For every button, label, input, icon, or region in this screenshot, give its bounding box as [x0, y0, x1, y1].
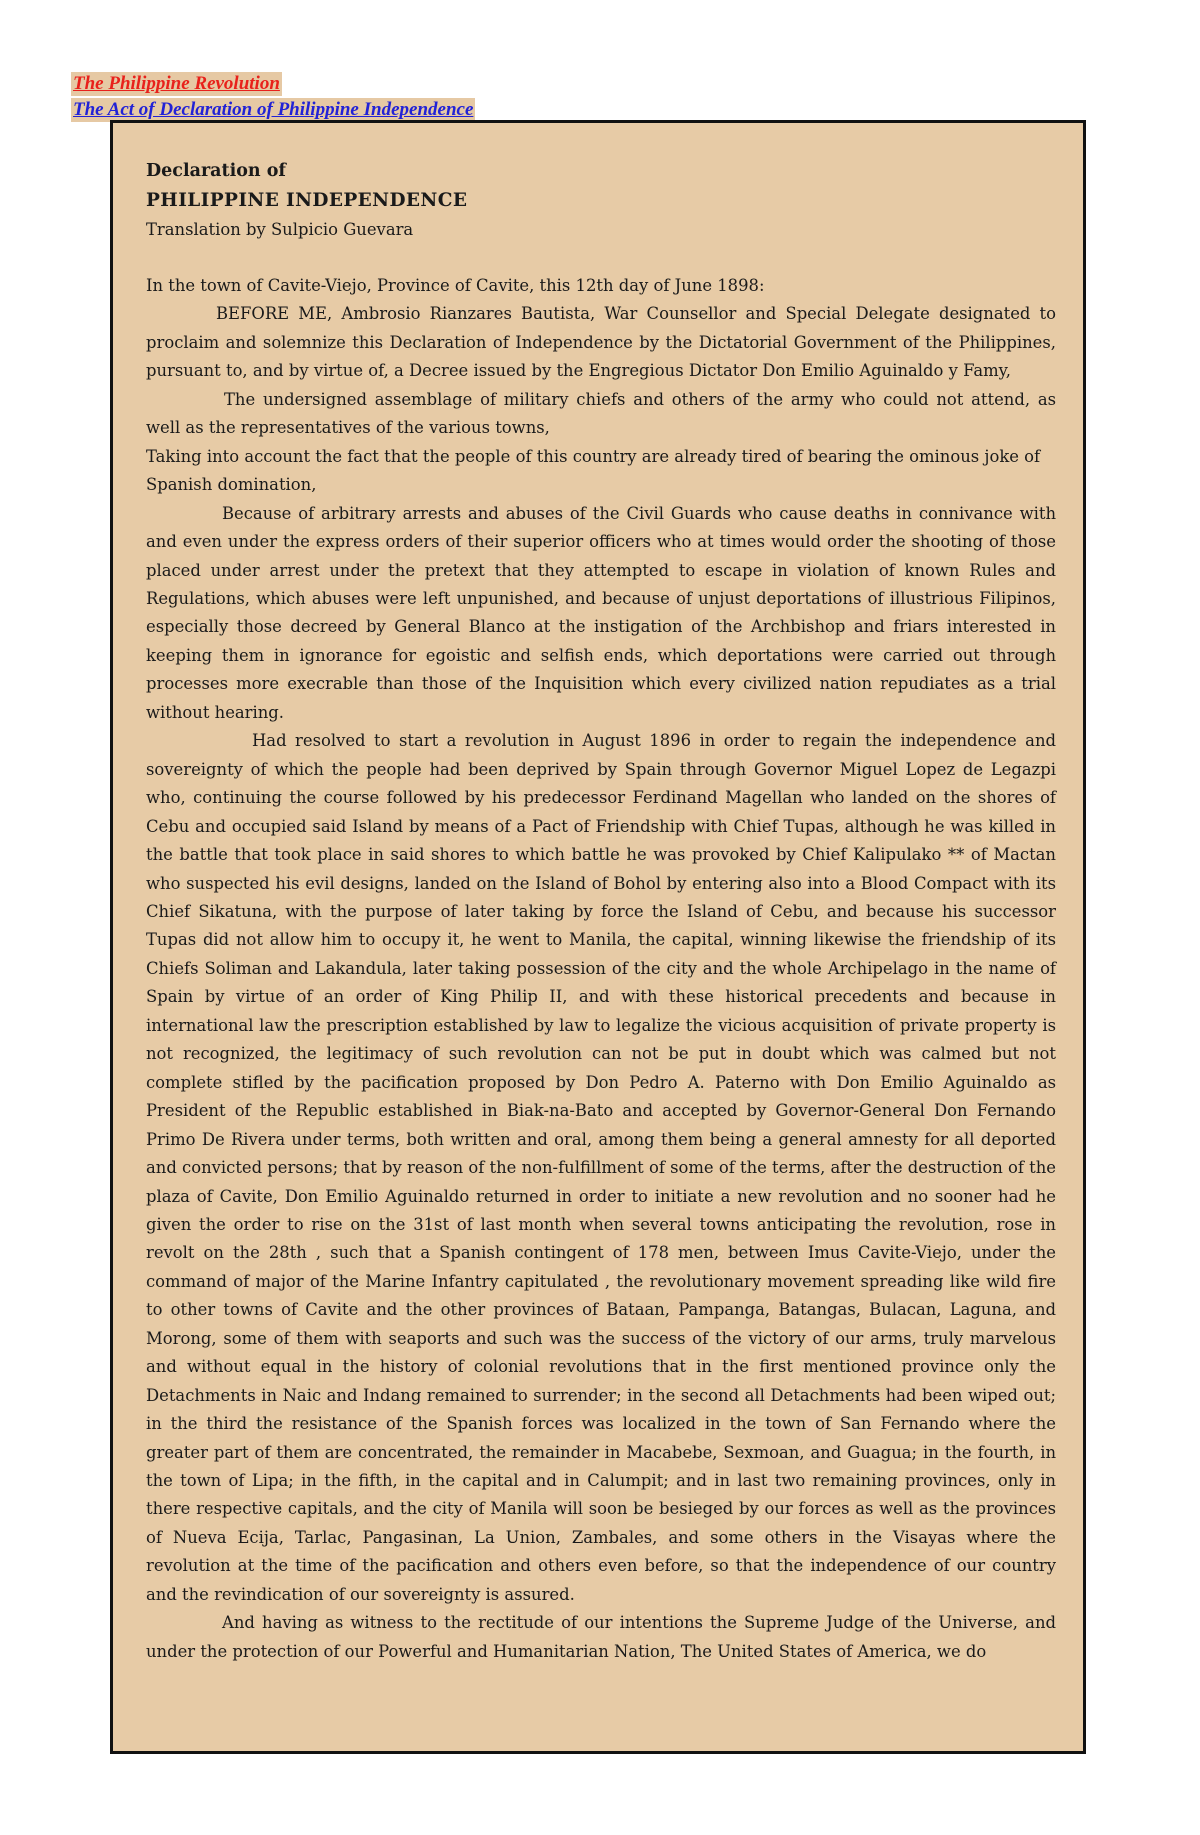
document-title-line1: Declaration of [146, 161, 286, 181]
blank-line [146, 244, 1056, 272]
paragraph-before-me: BEFORE ME, Ambrosio Rianzares Bautista, War Counsellor and Special Delegate designated to proclaim and solemnize this Declaration of Independence by the Dictatorial Government of the Philippines, pursuant to, and by virtue of, a Decree issued by the Engregious Dictator Don Emilio Aguinaldo y Famy, [146, 304, 1056, 381]
paragraph-revolution: Had resolved to start a revolution in August 1896 in order to regain the independence and sovereignty of which the people had been deprived by Spain through Governor Miguel Lopez de Legazpi who, continuing the course followed by his predecessor Ferdinand Magellan who landed on the shores of Cebu and occupied said Island by means of a Pact of Friendship with Chief Tupas, although he was killed in the battle that took place in said shores to which battle he was provoked by Chief Kalipulako ** of Mactan who suspected his evil designs, landed on the Island of Bohol by entering also into a Blood Compact with its Chief Sikatuna, with the purpose of later taking by force the Island of Cebu, and because his successor Tupas did not allow him to occupy it, he went to Manila, the capital, winning likewise the friendship of its Chiefs Soliman and Lakandula, later taking possession of the city and the whole Archipelago in the name of Spain by virtue of an order of King Philip II, and with these historical precedents and because in international law the prescription established by law to legalize the vicious acquisition of private property is not recognized, the legitimacy of such revolution can not be put in doubt which was calmed but not complete stifled by the pacification proposed by Don Pedro A. Paterno with Don Emilio Aguinaldo as President of the Republic established in Biak-na-Bato and accepted by Governor-General Don Fernando Primo De Rivera under terms, both written and oral, among them being a general amnesty for all deported and convicted persons; that by reason of the non-fulfillment of some of the terms, after the destruction of the plaza of Cavite, Don Emilio Aguinaldo returned in order to initiate a new revolution and no sooner had he given the order to rise on the 31st of last month when several towns anticipating the revolution, rose in revolt on the 28th , such that a Spanish contingent of 178 men, between Imus Cavite-Viejo, under the command of major of the Marine Infantry capitulated , the revolutionary movement spreading like wild fire to other towns of Cavite and the other provinces of Bataan, Pampanga, Batangas, Bulacan, Laguna, and Morong, some of them with seaports and such was the success of the victory of our arms, truly marvelous and without equal in the history of colonial revolutions that in the first mentioned province only the Detachments in Naic and Indang remained to surrender; in the second all Detachments had been wiped out; in the third the resistance of the Spanish forces was localized in the town of San Fernando where the greater part of them are concentrated, the remainder in Macabebe, Sexmoan, and Guagua; in the fourth, in the town of Lipa; in the fifth, in the capital and in Calumpit; and in last two remaining provinces, only in there respective capitals, and the city of Manila will soon be besieged by our forces as well as the provinces of Nueva Ecija, Tarlac, Pangasinan, La Union, Zambales, and some others in the Visayas where the revolution at the time of the pacification and others even before, so that the independence of our country and the revindication of our sovereignty is assured. [146, 731, 1056, 1604]
document-content [146, 157, 1056, 1666]
document-title-line2: PHILIPPINE INDEPENDENCE [146, 190, 468, 211]
document-panel [110, 120, 1086, 1754]
paragraph-arbitrary-arrests: Because of arbitrary arrests and abuses of the Civil Guards who cause deaths in connivance with and even under the express orders of their superior officers who at times would order the shooting of those placed under arrest under the pretext that they attempted to escape in violation of known Rules and Regulations, which abuses were left unpunished, and because of unjust deportations of illustrious Filipinos, especially those decreed by General Blanco at the instigation of the Archbishop and friars interested in keeping them in ignorance for egoistic and selfish ends, which deportations were carried out through processes more execrable than those of the Inquisition which every civilized nation repudiates as a trial without hearing. [146, 503, 1056, 722]
breadcrumb-link-declaration-act[interactable]: The Act of Declaration of Philippine Independence [73, 99, 474, 120]
breadcrumb-link-philippine-revolution[interactable]: The Philippine Revolution [73, 73, 280, 94]
paragraph-date-line: In the town of Cavite-Viejo, Province of Cavite, this 12th day of June 1898: [146, 276, 765, 295]
paragraph-witness: And having as witness to the rectitude of our intentions the Supreme Judge of the Universe, and under the protection of our Powerful and Humanitarian Nation, The United States of America, we do [146, 1613, 1056, 1661]
paragraph-taking-into-account: Taking into account the fact that the people of this country are already tired of bearing the ominous joke of Spanish domination, [146, 446, 1041, 495]
paragraph-undersigned: The undersigned assemblage of military chiefs and others of the army who could not attend, as well as the representatives of the various towns, [146, 389, 1056, 438]
document-subtitle: Translation by Sulpicio Guevara [146, 220, 414, 239]
